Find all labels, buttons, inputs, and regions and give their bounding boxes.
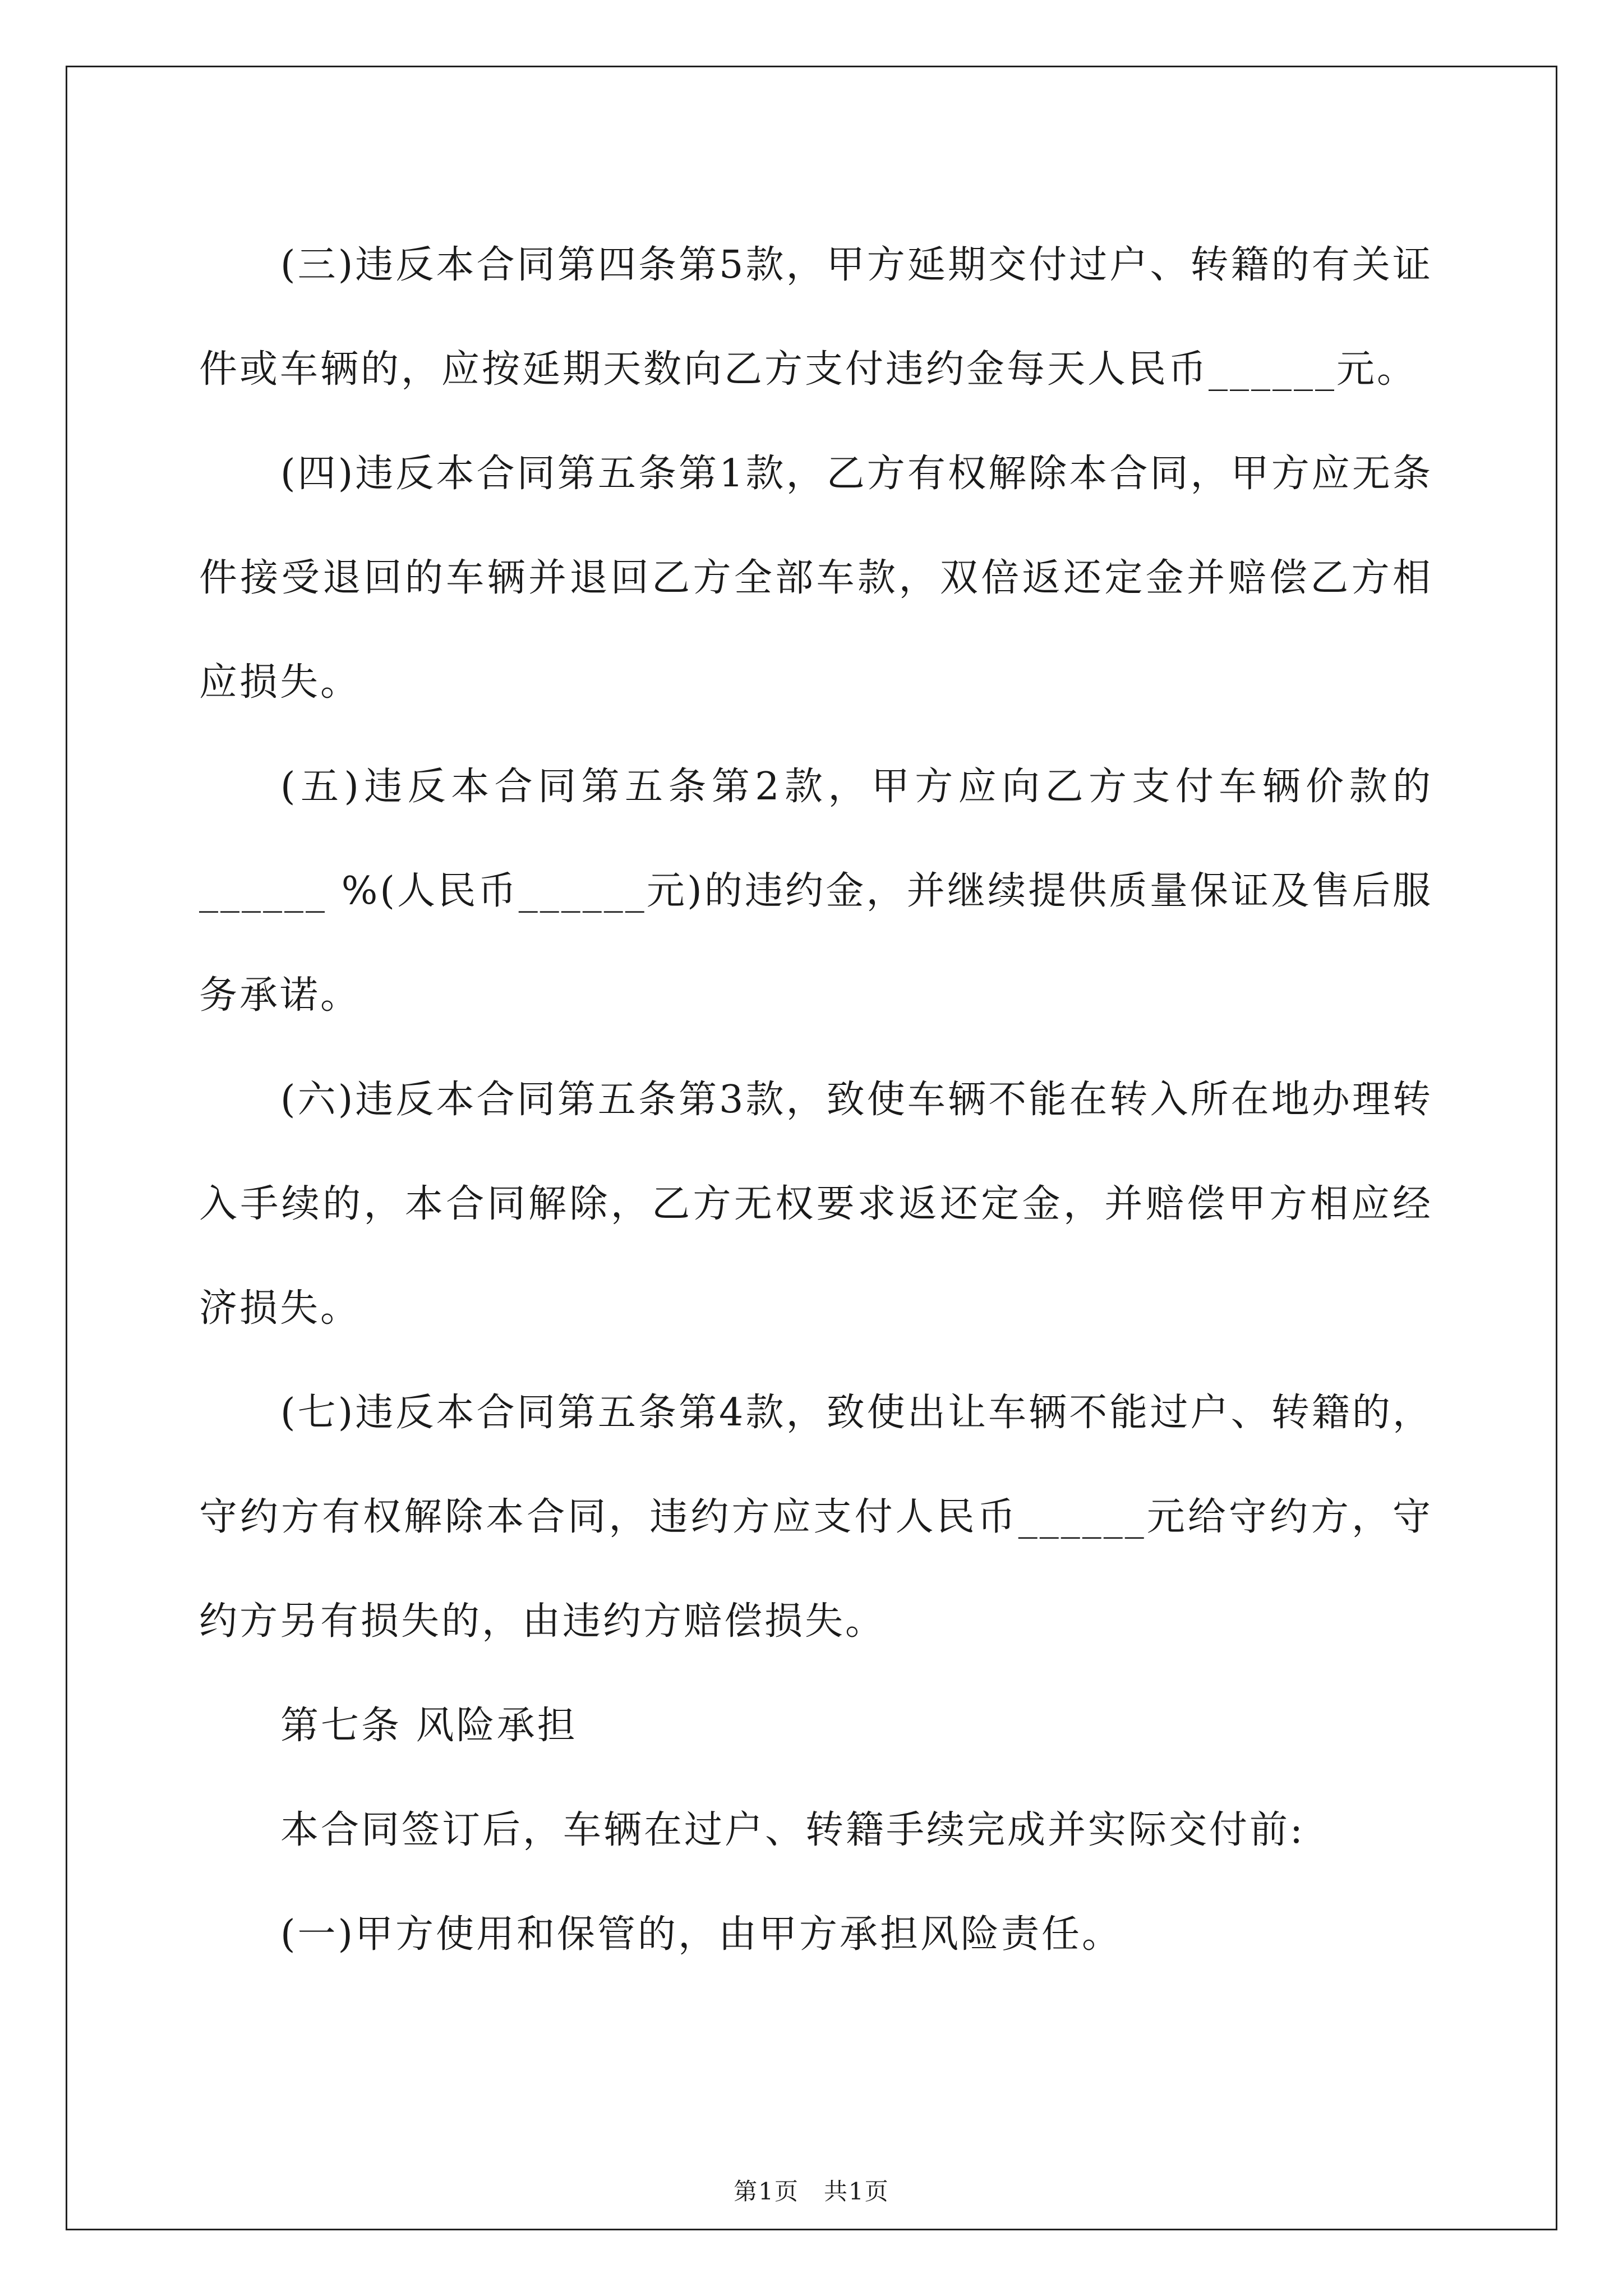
clause-paragraph: (五)违反本合同第五条第2款，甲方应向乙方支付车辆价款的______ %(人民币______元)的违约金，并继续提供质量保证及售后服务承诺。 bbox=[199, 765, 1433, 1018]
clause-paragraph: 本合同签订后，车辆在过户、转籍手续完成并实际交付前: bbox=[280, 1808, 1305, 1852]
document-body bbox=[199, 213, 1433, 1987]
clause-paragraph: (六)违反本合同第五条第3款，致使车辆不能在转入所在地办理转入手续的，本合同解除，乙方无权要求返还定金，并赔偿甲方相应经济损失。 bbox=[199, 1078, 1433, 1331]
clause-paragraph: (一)甲方使用和保管的，由甲方承担风险责任。 bbox=[280, 1912, 1123, 1957]
clause-paragraph: (四)违反本合同第五条第1款，乙方有权解除本合同，甲方应无条件接受退回的车辆并退回乙方全部车款，双倍返还定金并赔偿乙方相应损失。 bbox=[199, 452, 1433, 705]
page-footer: 第1页 共1页 bbox=[734, 2178, 889, 2205]
clause-paragraph: (七)违反本合同第五条第4款，致使出让车辆不能过户、转籍的，守约方有权解除本合同，违约方应支付人民币______元给守约方，守约方另有损失的，由违约方赔偿损失。 bbox=[199, 1391, 1433, 1644]
section-heading: 第七条 风险承担 bbox=[280, 1704, 578, 1748]
clause-paragraph: (三)违反本合同第四条第5款，甲方延期交付过户、转籍的有关证件或车辆的，应按延期天数向乙方支付违约金每天人民币______元。 bbox=[199, 243, 1433, 392]
